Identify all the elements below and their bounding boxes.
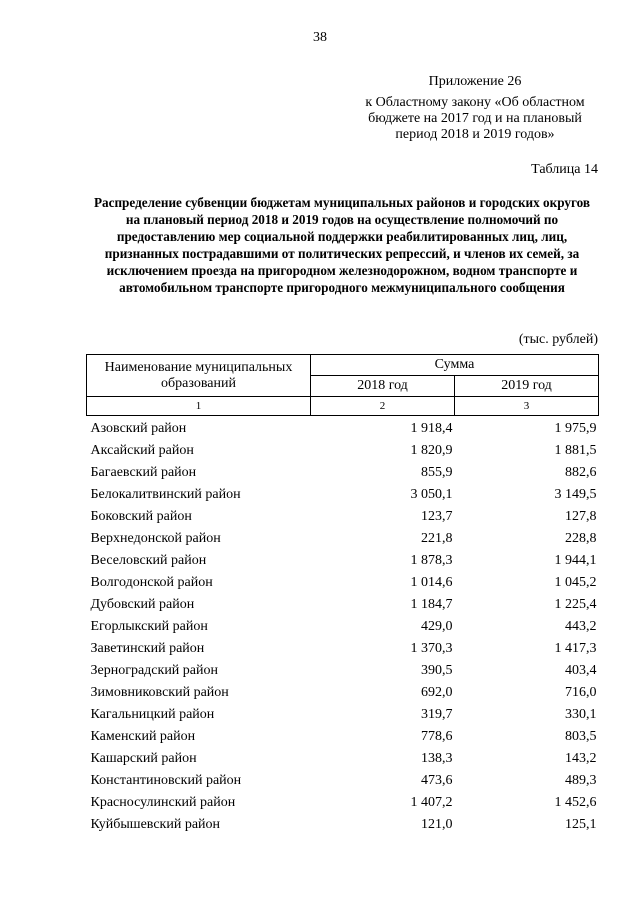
table-row (87, 550, 599, 572)
municipality-name: Багаевский район (90, 465, 197, 480)
amount-2018: 138,3 (421, 751, 453, 766)
amount-2018: 1 370,3 (410, 641, 453, 656)
header-year-2018: 2018 год (311, 376, 455, 397)
amount-2019: 1 881,5 (554, 443, 597, 458)
amount-2019: 443,2 (565, 619, 597, 634)
amount-2018: 855,9 (421, 465, 453, 480)
amount-2018: 1 184,7 (410, 597, 453, 612)
amount-2019: 1 417,3 (554, 641, 597, 656)
municipality-name: Егорлыкский район (90, 619, 208, 634)
municipality-name: Кагальницкий район (90, 707, 215, 722)
amount-2018: 778,6 (421, 729, 453, 744)
municipality-name: Заветинский район (90, 641, 205, 656)
amount-2018: 1 407,2 (410, 795, 453, 810)
municipality-name: Каменский район (90, 729, 196, 744)
table-row (87, 616, 599, 638)
amount-2019: 125,1 (565, 817, 597, 832)
amount-2018: 692,0 (421, 685, 453, 700)
amount-2019: 882,6 (565, 465, 597, 480)
table-row (87, 726, 599, 748)
table-body (87, 416, 599, 837)
table-row (87, 792, 599, 814)
table-row (87, 528, 599, 550)
amount-2019: 716,0 (565, 685, 597, 700)
municipality-name: Зерноградский район (90, 663, 218, 678)
amount-2019: 1 944,1 (554, 553, 597, 568)
amount-2019: 143,2 (565, 751, 597, 766)
amount-2019: 489,3 (565, 773, 597, 788)
municipality-name: Веселовский район (90, 553, 207, 568)
column-number-3: 3 (455, 397, 599, 416)
table-row (87, 462, 599, 484)
table-row (87, 484, 599, 506)
municipality-name: Куйбышевский район (90, 817, 221, 832)
appendix-number: Приложение 26 (428, 74, 522, 89)
municipality-name: Белокалитвинский район (90, 487, 241, 502)
table-label: Таблица 14 (531, 162, 598, 177)
header-municipality: Наименование муниципальных образований (87, 355, 311, 397)
municipality-name: Дубовский район (90, 597, 195, 612)
amount-2018: 1 918,4 (410, 421, 453, 436)
amount-2018: 390,5 (421, 663, 453, 678)
municipality-name: Боковский район (90, 509, 192, 524)
amount-2019: 1 225,4 (554, 597, 597, 612)
column-number-1: 1 (87, 397, 311, 416)
units-label: (тыс. рублей) (518, 332, 598, 347)
table-row (87, 748, 599, 770)
municipality-name: Красносулинский район (90, 795, 236, 810)
table-row (87, 638, 599, 660)
table-row (87, 814, 599, 836)
table-row (87, 572, 599, 594)
municipality-name: Волгодонской район (90, 575, 213, 590)
amount-2019: 3 149,5 (554, 487, 597, 502)
amount-2018: 319,7 (421, 707, 453, 722)
amount-2018: 123,7 (421, 509, 453, 524)
amount-2019: 1 452,6 (554, 795, 597, 810)
amount-2018: 121,0 (421, 817, 453, 832)
municipality-name: Кашарский район (90, 751, 197, 766)
amount-2018: 1 878,3 (410, 553, 453, 568)
column-number-2: 2 (311, 397, 455, 416)
amount-2019: 228,8 (565, 531, 597, 546)
amount-2019: 803,5 (565, 729, 597, 744)
amount-2018: 429,0 (421, 619, 453, 634)
document-title: Распределение субвенции бюджетам муниципальных районов и городских округов на плановый период 2018 и 2019 годов на осуществление полномочий по предоставлению мер социальной поддержки реабилитированных лиц, лиц, признанных пострадавшими от политических репрессий, и членов их семей, за исключением проезда на пригородном железнодорожном, водном транспорте и автомобильном транспорте пригородного межмуниципального сообщения (93, 195, 591, 295)
table-row (87, 704, 599, 726)
appendix-law-reference: к Областному закону «Об областном бюджете на 2017 год и на плановый период 2018 и 2019 годов» (365, 95, 585, 142)
amount-2018: 3 050,1 (410, 487, 453, 502)
municipality-name: Аксайский район (90, 443, 194, 458)
amount-2019: 1 045,2 (554, 575, 597, 590)
amount-2018: 473,6 (421, 773, 453, 788)
table-row (87, 770, 599, 792)
appendix-block (350, 74, 600, 143)
table-row (87, 506, 599, 528)
amount-2019: 1 975,9 (554, 421, 597, 436)
subvention-table (86, 354, 599, 836)
table-row (87, 660, 599, 682)
municipality-name: Зимовниковский район (90, 685, 229, 700)
municipality-name: Азовский район (90, 421, 187, 436)
table-row (87, 416, 599, 441)
amount-2019: 127,8 (565, 509, 597, 524)
amount-2018: 221,8 (421, 531, 453, 546)
amount-2018: 1 820,9 (410, 443, 453, 458)
table-row (87, 682, 599, 704)
header-sum: Сумма (311, 355, 599, 376)
table-row (87, 440, 599, 462)
table-row (87, 594, 599, 616)
amount-2018: 1 014,6 (410, 575, 453, 590)
municipality-name: Верхнедонской район (90, 531, 221, 546)
header-year-2019: 2019 год (455, 376, 599, 397)
municipality-name: Константиновский район (90, 773, 242, 788)
amount-2019: 403,4 (565, 663, 597, 678)
page-number: 38 (313, 30, 327, 45)
amount-2019: 330,1 (565, 707, 597, 722)
